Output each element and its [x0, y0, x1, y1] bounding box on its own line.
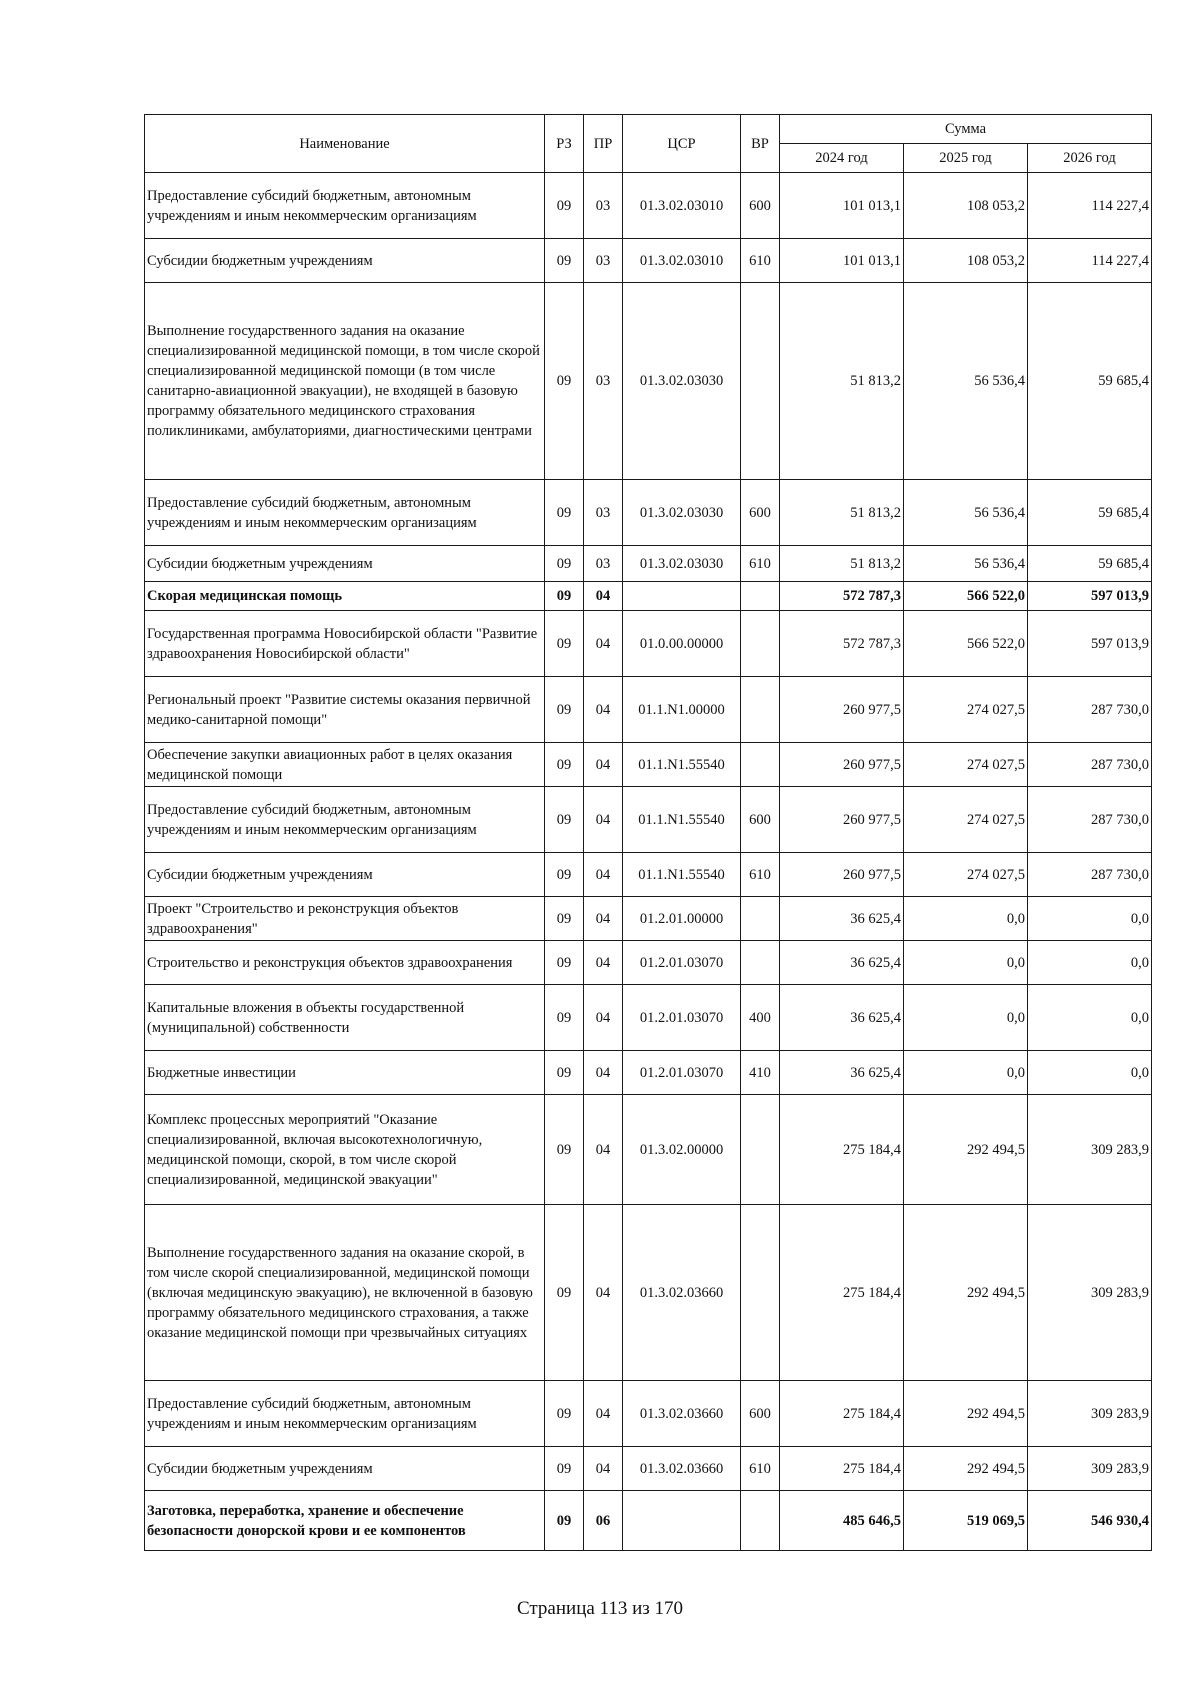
cell-csr: 01.1.N1.55540	[623, 787, 741, 853]
budget-table	[144, 114, 1152, 1551]
cell-csr: 01.2.01.03070	[623, 1051, 741, 1095]
cell-vr: 600	[741, 1381, 780, 1447]
cell-y2026: 0,0	[1028, 941, 1152, 985]
cell-name: Предоставление субсидий бюджетным, автономным учреждениям и иным некоммерческим организациям	[145, 480, 545, 546]
cell-y2026: 597 013,9	[1028, 582, 1152, 611]
cell-pr: 03	[584, 239, 623, 283]
cell-y2026: 114 227,4	[1028, 173, 1152, 239]
cell-y2024: 275 184,4	[780, 1447, 904, 1491]
cell-pr: 04	[584, 677, 623, 743]
cell-vr: 400	[741, 985, 780, 1051]
cell-vr	[741, 582, 780, 611]
table-row	[145, 173, 1152, 239]
header-name: Наименование	[145, 115, 545, 173]
cell-pr: 06	[584, 1491, 623, 1551]
cell-vr: 600	[741, 787, 780, 853]
cell-pr: 04	[584, 582, 623, 611]
cell-pr: 04	[584, 611, 623, 677]
page-number: Страница 113 из 170	[516, 1598, 684, 1619]
cell-y2024: 572 787,3	[780, 611, 904, 677]
cell-vr	[741, 677, 780, 743]
cell-rz: 09	[545, 853, 584, 897]
table-row	[145, 480, 1152, 546]
header-pr: ПР	[584, 115, 623, 173]
cell-y2025: 0,0	[904, 1051, 1028, 1095]
cell-name: Комплекс процессных мероприятий "Оказание специализированной, включая высокотехнологичную, медицинской помощи, скорой, в том числе скорой специализированной, медицинской эвакуации"	[145, 1095, 545, 1205]
cell-y2024: 36 625,4	[780, 941, 904, 985]
cell-y2024: 260 977,5	[780, 743, 904, 787]
cell-y2025: 56 536,4	[904, 546, 1028, 582]
cell-csr: 01.3.02.03660	[623, 1381, 741, 1447]
cell-y2025: 274 027,5	[904, 677, 1028, 743]
table-row	[145, 985, 1152, 1051]
cell-name: Предоставление субсидий бюджетным, автономным учреждениям и иным некоммерческим организациям	[145, 1381, 545, 1447]
table-row	[145, 611, 1152, 677]
cell-name: Предоставление субсидий бюджетным, автономным учреждениям и иным некоммерческим организациям	[145, 173, 545, 239]
cell-csr: 01.3.02.00000	[623, 1095, 741, 1205]
table-row	[145, 546, 1152, 582]
cell-y2024: 260 977,5	[780, 677, 904, 743]
cell-name: Заготовка, переработка, хранение и обеспечение безопасности донорской крови и ее компонентов	[145, 1491, 545, 1551]
cell-vr	[741, 1205, 780, 1381]
cell-y2025: 56 536,4	[904, 283, 1028, 480]
cell-y2026: 59 685,4	[1028, 546, 1152, 582]
cell-y2024: 485 646,5	[780, 1491, 904, 1551]
cell-pr: 04	[584, 1447, 623, 1491]
cell-csr	[623, 582, 741, 611]
cell-csr: 01.3.02.03660	[623, 1205, 741, 1381]
cell-rz: 09	[545, 480, 584, 546]
cell-rz: 09	[545, 239, 584, 283]
cell-y2024: 101 013,1	[780, 239, 904, 283]
header-csr: ЦСР	[623, 115, 741, 173]
cell-y2024: 101 013,1	[780, 173, 904, 239]
header-row	[145, 115, 1152, 144]
cell-csr: 01.1.N1.55540	[623, 853, 741, 897]
cell-y2026: 0,0	[1028, 985, 1152, 1051]
table-row	[145, 1205, 1152, 1381]
cell-y2025: 566 522,0	[904, 611, 1028, 677]
cell-pr: 04	[584, 985, 623, 1051]
cell-y2026: 287 730,0	[1028, 743, 1152, 787]
cell-vr	[741, 897, 780, 941]
cell-y2026: 287 730,0	[1028, 787, 1152, 853]
cell-y2025: 292 494,5	[904, 1205, 1028, 1381]
table-row	[145, 283, 1152, 480]
cell-y2025: 108 053,2	[904, 239, 1028, 283]
cell-csr: 01.0.00.00000	[623, 611, 741, 677]
cell-y2025: 292 494,5	[904, 1447, 1028, 1491]
cell-y2026: 0,0	[1028, 1051, 1152, 1095]
cell-pr: 03	[584, 480, 623, 546]
cell-rz: 09	[545, 941, 584, 985]
cell-vr: 600	[741, 480, 780, 546]
cell-name: Субсидии бюджетным учреждениям	[145, 239, 545, 283]
table-row	[145, 897, 1152, 941]
cell-y2025: 56 536,4	[904, 480, 1028, 546]
cell-pr: 04	[584, 1381, 623, 1447]
cell-y2026: 309 283,9	[1028, 1447, 1152, 1491]
cell-pr: 04	[584, 787, 623, 853]
cell-pr: 04	[584, 743, 623, 787]
table-row	[145, 1095, 1152, 1205]
cell-csr: 01.3.02.03660	[623, 1447, 741, 1491]
cell-y2026: 309 283,9	[1028, 1381, 1152, 1447]
cell-rz: 09	[545, 611, 584, 677]
cell-pr: 04	[584, 941, 623, 985]
cell-y2026: 309 283,9	[1028, 1205, 1152, 1381]
cell-name: Субсидии бюджетным учреждениям	[145, 1447, 545, 1491]
cell-rz: 09	[545, 283, 584, 480]
cell-y2025: 274 027,5	[904, 853, 1028, 897]
header-2026: 2026 год	[1028, 144, 1152, 173]
cell-csr: 01.1.N1.00000	[623, 677, 741, 743]
cell-csr: 01.3.02.03030	[623, 283, 741, 480]
cell-pr: 04	[584, 1051, 623, 1095]
cell-y2025: 292 494,5	[904, 1095, 1028, 1205]
cell-y2026: 114 227,4	[1028, 239, 1152, 283]
cell-csr	[623, 1491, 741, 1551]
table-row	[145, 1447, 1152, 1491]
cell-vr	[741, 283, 780, 480]
cell-name: Выполнение государственного задания на оказание специализированной медицинской помощи, в том числе скорой специализированной медицинской помощи (в том числе санитарно-авиационной эвакуации), не входящей в базовую программу обязательного медицинского страхования поликлиниками, амбулаториями, диагностическими центрами	[145, 283, 545, 480]
cell-pr: 04	[584, 1095, 623, 1205]
cell-vr	[741, 941, 780, 985]
table-row	[145, 743, 1152, 787]
header-2025: 2025 год	[904, 144, 1028, 173]
table-row	[145, 1381, 1152, 1447]
cell-name: Строительство и реконструкция объектов здравоохранения	[145, 941, 545, 985]
cell-y2024: 36 625,4	[780, 897, 904, 941]
cell-rz: 09	[545, 546, 584, 582]
cell-csr: 01.2.01.03070	[623, 985, 741, 1051]
cell-y2025: 108 053,2	[904, 173, 1028, 239]
cell-y2025: 0,0	[904, 985, 1028, 1051]
table-row	[145, 582, 1152, 611]
cell-y2026: 546 930,4	[1028, 1491, 1152, 1551]
cell-y2024: 572 787,3	[780, 582, 904, 611]
cell-csr: 01.3.02.03030	[623, 546, 741, 582]
cell-csr: 01.3.02.03030	[623, 480, 741, 546]
cell-rz: 09	[545, 582, 584, 611]
cell-pr: 04	[584, 853, 623, 897]
cell-csr: 01.2.01.00000	[623, 897, 741, 941]
cell-pr: 03	[584, 283, 623, 480]
cell-vr	[741, 1491, 780, 1551]
cell-y2024: 275 184,4	[780, 1095, 904, 1205]
cell-rz: 09	[545, 1205, 584, 1381]
cell-y2024: 51 813,2	[780, 546, 904, 582]
cell-name: Выполнение государственного задания на оказание скорой, в том числе скорой специализированной, медицинской помощи (включая медицинскую эвакуацию), не включенной в базовую программу обязательного медицинского страхования, а также оказание медицинской помощи при чрезвычайных ситуациях	[145, 1205, 545, 1381]
cell-rz: 09	[545, 677, 584, 743]
cell-rz: 09	[545, 1095, 584, 1205]
cell-vr: 600	[741, 173, 780, 239]
cell-y2026: 287 730,0	[1028, 853, 1152, 897]
cell-y2024: 260 977,5	[780, 787, 904, 853]
table-row	[145, 941, 1152, 985]
cell-y2024: 36 625,4	[780, 1051, 904, 1095]
cell-vr: 610	[741, 1447, 780, 1491]
cell-y2026: 309 283,9	[1028, 1095, 1152, 1205]
cell-rz: 09	[545, 787, 584, 853]
header-rz: РЗ	[545, 115, 584, 173]
cell-name: Бюджетные инвестиции	[145, 1051, 545, 1095]
cell-y2025: 274 027,5	[904, 787, 1028, 853]
cell-name: Субсидии бюджетным учреждениям	[145, 546, 545, 582]
cell-name: Скорая медицинская помощь	[145, 582, 545, 611]
cell-y2024: 275 184,4	[780, 1381, 904, 1447]
cell-rz: 09	[545, 743, 584, 787]
cell-vr	[741, 743, 780, 787]
cell-y2026: 287 730,0	[1028, 677, 1152, 743]
cell-rz: 09	[545, 897, 584, 941]
cell-pr: 03	[584, 546, 623, 582]
cell-name: Государственная программа Новосибирской области "Развитие здравоохранения Новосибирской области"	[145, 611, 545, 677]
cell-name: Региональный проект "Развитие системы оказания первичной медико-санитарной помощи"	[145, 677, 545, 743]
cell-vr: 610	[741, 239, 780, 283]
cell-rz: 09	[545, 985, 584, 1051]
cell-name: Проект "Строительство и реконструкция объектов здравоохранения"	[145, 897, 545, 941]
cell-name: Предоставление субсидий бюджетным, автономным учреждениям и иным некоммерческим организациям	[145, 787, 545, 853]
table-row	[145, 1491, 1152, 1551]
cell-y2024: 36 625,4	[780, 985, 904, 1051]
cell-name: Субсидии бюджетным учреждениям	[145, 853, 545, 897]
cell-y2025: 274 027,5	[904, 743, 1028, 787]
cell-name: Обеспечение закупки авиационных работ в целях оказания медицинской помощи	[145, 743, 545, 787]
cell-csr: 01.3.02.03010	[623, 173, 741, 239]
cell-csr: 01.3.02.03010	[623, 239, 741, 283]
header-vr: ВР	[741, 115, 780, 173]
table-row	[145, 239, 1152, 283]
cell-y2024: 51 813,2	[780, 283, 904, 480]
cell-vr: 610	[741, 853, 780, 897]
cell-rz: 09	[545, 1491, 584, 1551]
cell-y2025: 292 494,5	[904, 1381, 1028, 1447]
cell-y2024: 260 977,5	[780, 853, 904, 897]
cell-vr: 410	[741, 1051, 780, 1095]
cell-y2024: 275 184,4	[780, 1205, 904, 1381]
cell-pr: 04	[584, 897, 623, 941]
table-row	[145, 1051, 1152, 1095]
cell-y2025: 566 522,0	[904, 582, 1028, 611]
cell-y2026: 59 685,4	[1028, 480, 1152, 546]
cell-vr	[741, 611, 780, 677]
cell-y2026: 0,0	[1028, 897, 1152, 941]
table-row	[145, 677, 1152, 743]
cell-rz: 09	[545, 1447, 584, 1491]
cell-pr: 03	[584, 173, 623, 239]
cell-y2025: 0,0	[904, 897, 1028, 941]
table-row	[145, 787, 1152, 853]
cell-csr: 01.1.N1.55540	[623, 743, 741, 787]
cell-csr: 01.2.01.03070	[623, 941, 741, 985]
cell-y2024: 51 813,2	[780, 480, 904, 546]
cell-y2026: 597 013,9	[1028, 611, 1152, 677]
table-row	[145, 853, 1152, 897]
cell-pr: 04	[584, 1205, 623, 1381]
cell-y2025: 519 069,5	[904, 1491, 1028, 1551]
cell-name: Капитальные вложения в объекты государственной (муниципальной) собственности	[145, 985, 545, 1051]
cell-vr	[741, 1095, 780, 1205]
cell-rz: 09	[545, 173, 584, 239]
cell-y2026: 59 685,4	[1028, 283, 1152, 480]
header-2024: 2024 год	[780, 144, 904, 173]
cell-y2025: 0,0	[904, 941, 1028, 985]
cell-rz: 09	[545, 1051, 584, 1095]
header-sum: Сумма	[780, 115, 1152, 144]
cell-rz: 09	[545, 1381, 584, 1447]
cell-vr: 610	[741, 546, 780, 582]
